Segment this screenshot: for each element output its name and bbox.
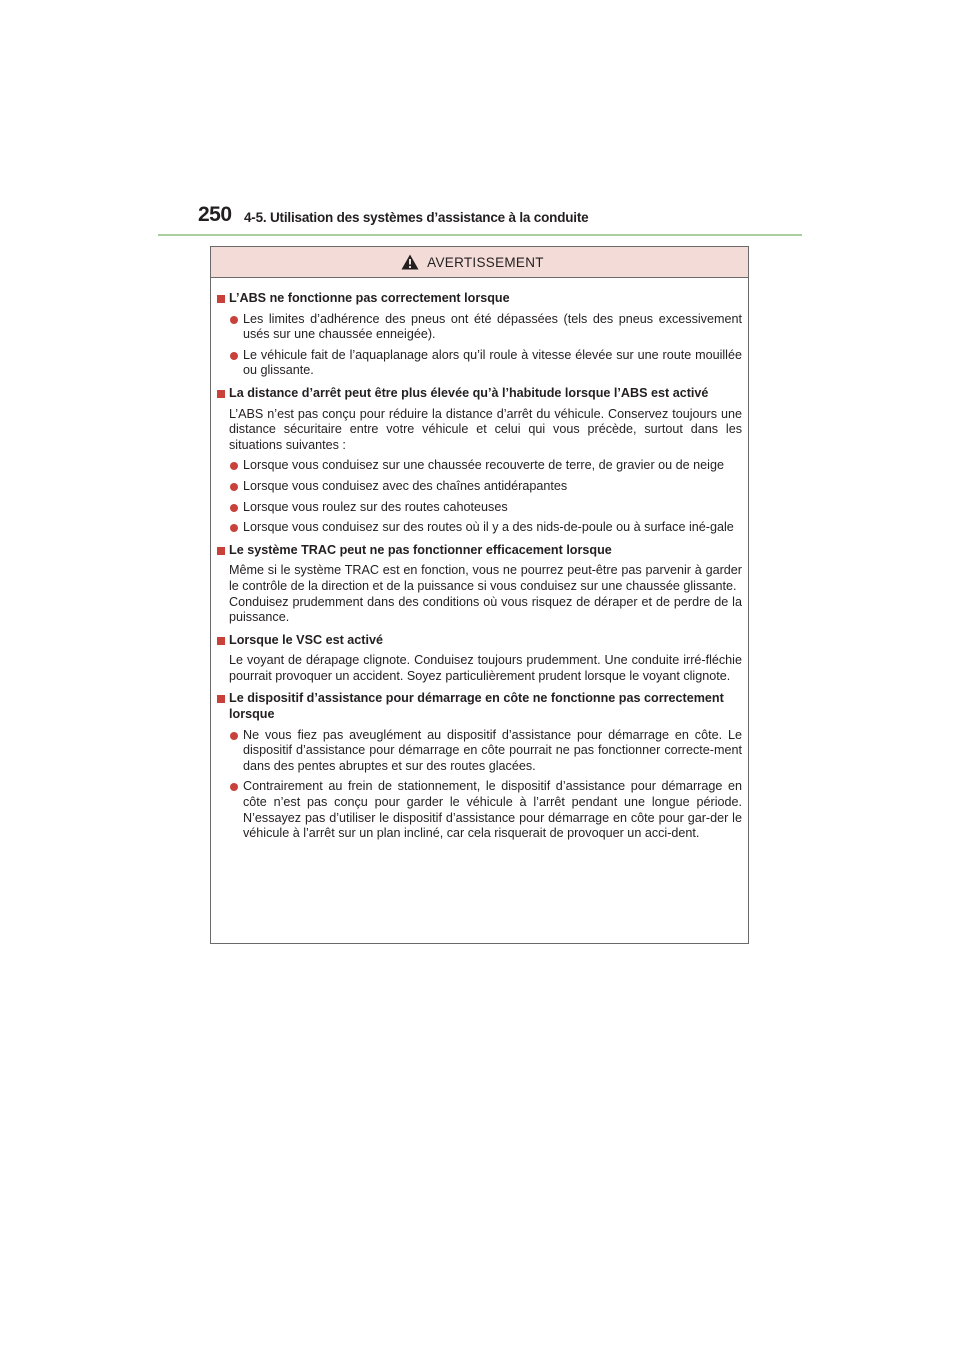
list-item: Lorsque vous conduisez sur une chaussée recouverte de terre, de gravier ou de neige (217, 458, 742, 474)
square-bullet-icon (217, 695, 225, 703)
list-item: Contrairement au frein de stationnement, le dispositif d’assistance pour démarrage en côte n’est pas conçu pour garder le véhicule à l’arrêt pendant une longue période. N’essayez pas d’utiliser le dispositif d’assistance pour démarrage en côte pour gar-der le véhicule à l’arrêt sur un plan incliné, car cela risquerait de provoquer un acci-dent. (217, 779, 742, 841)
square-bullet-icon (217, 637, 225, 645)
round-bullet-icon (230, 316, 238, 324)
round-bullet-icon (230, 352, 238, 360)
section-heading-abs: L’ABS ne fonctionne pas correctement lorsque (217, 291, 742, 307)
section-heading-stopping-distance: La distance d’arrêt peut être plus élevée qu’à l’habitude lorsque l’ABS est activé (217, 386, 742, 402)
paragraph: Le voyant de dérapage clignote. Conduisez toujours prudemment. Une conduite irré-fléchie pourrait provoquer un accident. Soyez particulièrement prudent lorsque le voyant clignote. (229, 653, 742, 683)
round-bullet-icon (230, 524, 238, 532)
round-bullet-icon (230, 504, 238, 512)
square-bullet-icon (217, 295, 225, 303)
square-bullet-icon (217, 547, 225, 555)
square-bullet-icon (217, 390, 225, 398)
header-rule (158, 234, 802, 236)
list-item: Le véhicule fait de l’aquaplanage alors qu’il roule à vitesse élevée sur une route mouillée ou glissante. (217, 348, 742, 379)
list-item: Lorsque vous conduisez sur des routes où il y a des nids-de-poule ou à surface iné-gale (217, 520, 742, 536)
round-bullet-icon (230, 783, 238, 791)
section-heading-hill-start: Le dispositif d’assistance pour démarrage en côte ne fonctionne pas correctement lorsque (217, 691, 742, 722)
round-bullet-icon (230, 732, 238, 740)
warning-triangle-icon (401, 254, 419, 270)
list-item: Lorsque vous roulez sur des routes cahoteuses (217, 500, 742, 516)
warning-body (211, 278, 748, 842)
page-header (198, 203, 802, 233)
section-heading-vsc: Lorsque le VSC est activé (217, 633, 742, 649)
warning-title: AVERTISSEMENT (427, 254, 544, 270)
warning-header (211, 247, 748, 278)
list-item: Ne vous fiez pas aveuglément au dispositif d’assistance pour démarrage en côte. Le dispositif d’assistance pour démarrage en côte pourrait ne pas fonctionner correcte-ment dans des pentes abruptes et sur des routes glacées. (217, 728, 742, 775)
page-number: 250 (198, 203, 232, 226)
list-item: Lorsque vous conduisez avec des chaînes antidérapantes (217, 479, 742, 495)
round-bullet-icon (230, 483, 238, 491)
paragraph: Même si le système TRAC est en fonction, vous ne pourrez peut-être pas parvenir à garder le contrôle de la direction et de la puissance si vous conduisez sur une chaussée glissante. Conduisez prudemment dans des conditions où vous risquez de déraper et de perdre de la puissance. (229, 563, 742, 625)
section-heading-trac: Le système TRAC peut ne pas fonctionner efficacement lorsque (217, 543, 742, 559)
list-item: Les limites d’adhérence des pneus ont été dépassées (tels des pneus excessivement usés sur une chaussée enneigée). (217, 312, 742, 343)
section-title: 4-5. Utilisation des systèmes d’assistance à la conduite (244, 210, 589, 225)
warning-box (210, 246, 749, 944)
round-bullet-icon (230, 462, 238, 470)
paragraph: L’ABS n’est pas conçu pour réduire la distance d’arrêt du véhicule. Conservez toujours une distance sécuritaire entre votre véhicule et celui qui vous précède, surtout dans les situations suivantes : (229, 406, 742, 452)
